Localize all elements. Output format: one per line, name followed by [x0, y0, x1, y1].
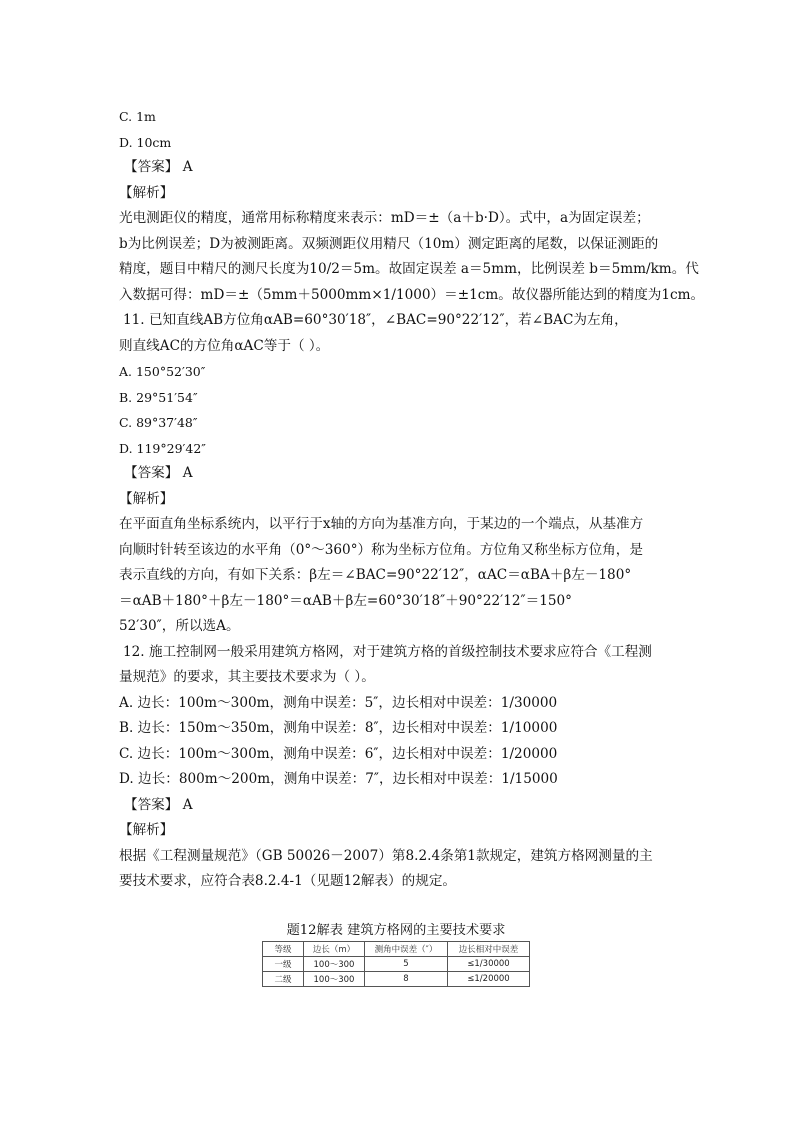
analysis-text-line: b为比例误差；D为被测距离。双频测距仪用精尺（10m）测定距离的尾数，以保证测距的: [119, 235, 659, 252]
analysis-heading: 【解析】: [119, 822, 174, 838]
spec-table-block: [262, 921, 530, 987]
analysis-text-line: 向顺时针转至该边的水平角（0°～360°）称为坐标方位角。方位角又称坐标方位角，是: [119, 541, 643, 558]
analysis-text-line: ＝αAB＋180°＋β左－180°＝αAB＋β左=60°30′18″＋90°22′12″＝150°: [119, 592, 572, 609]
document-body: [119, 104, 705, 895]
table-cell: ≤1/20000: [448, 972, 530, 987]
analysis-text-line: 在平面直角坐标系统内，以平行于x轴的方向为基准方向，于某边的一个端点，从基准方: [119, 516, 644, 532]
analysis-text-line: 表示直线的方向，有如下关系：β左＝∠BAC=90°22′12″，αAC＝αBA＋β左－180°: [119, 567, 632, 583]
table-cell: 一级: [263, 957, 304, 972]
analysis-heading: 【解析】: [119, 184, 174, 201]
option-c: C. 边长：100m～300m，测角中误差：6″，边长相对中误差：1/20000: [119, 745, 558, 762]
analysis-text-line: 入数据可得：mD＝±（5mm＋5000mm×1/1000）＝±1cm。故仪器所能达到的精度为1cm。: [119, 286, 705, 303]
analysis-text-line: 根据《工程测量规范》（GB 50026－2007）第8.2.4条第1款规定，建筑方格网测量的主: [119, 847, 653, 864]
table-cell: 二级: [263, 972, 304, 987]
table-row: [263, 972, 530, 987]
option-d: D. 边长：800m～200m，测角中误差：7″，边长相对中误差：1/15000: [119, 771, 558, 787]
analysis-text-line: 光电测距仪的精度，通常用标称精度来表示：mD＝±（a＋b·D）。式中，a为固定误差；: [119, 210, 650, 226]
table-cell: 100～300: [304, 957, 365, 972]
question-12-stem: 12. 施工控制网一般采用建筑方格网，对于建筑方格的首级控制技术要求应符合《工程测: [123, 643, 652, 660]
table-header-row: [263, 942, 530, 957]
table-title: 题12解表 建筑方格网的主要技术要求: [286, 923, 506, 938]
option-c: C. 1m: [119, 109, 156, 124]
analysis-text-line: 精度，题目中精尺的测尺长度为10/2＝5m。故固定误差 a＝5mm，比例误差 b＝5mm/km。代: [119, 261, 699, 277]
table-cell: 5: [365, 957, 448, 972]
option-b: B. 29°51′54″: [119, 389, 198, 405]
analysis-heading: 【解析】: [119, 490, 174, 507]
answer-label: 【答案】 A: [124, 465, 193, 481]
table-header-cell: 边长相对中误差: [448, 942, 530, 957]
option-a: A. 边长：100m～300m，测角中误差：5″，边长相对中误差：1/30000: [119, 694, 558, 711]
table-cell: 8: [365, 972, 448, 987]
table-row: [263, 957, 530, 972]
table-header-cell: 等级: [263, 942, 304, 957]
answer-label: 【答案】 A: [124, 159, 193, 175]
answer-label: 【答案】 A: [124, 796, 193, 813]
table-cell: 100～300: [304, 972, 365, 987]
analysis-text-line: 52′30″，所以选A。: [119, 618, 240, 634]
option-d: D. 10cm: [119, 134, 172, 150]
option-c: C. 89°37′48″: [119, 415, 198, 430]
option-b: B. 边长：150m～350m，测角中误差：8″，边长相对中误差：1/10000: [119, 720, 558, 736]
question-11-stem: 11. 已知直线AB方位角αAB=60°30′18″，∠BAC=90°22′12″，若∠BAC为左角，: [123, 312, 628, 328]
spec-table: [262, 941, 530, 987]
option-a: A. 150°52′30″: [119, 364, 206, 379]
table-header-cell: 测角中误差（″）: [365, 942, 448, 957]
option-d: D. 119°29′42″: [119, 440, 206, 456]
analysis-text-line: 要技术要求，应符合表8.2.4-1（见题12解表）的规定。: [119, 873, 457, 889]
table-header-cell: 边长（m）: [304, 942, 365, 957]
table-cell: ≤1/30000: [448, 957, 530, 972]
question-11-stem: 则直线AC的方位角αAC等于（ ）。: [119, 337, 330, 354]
question-12-stem: 量规范》的要求，其主要技术要求为（ ）。: [119, 669, 375, 685]
